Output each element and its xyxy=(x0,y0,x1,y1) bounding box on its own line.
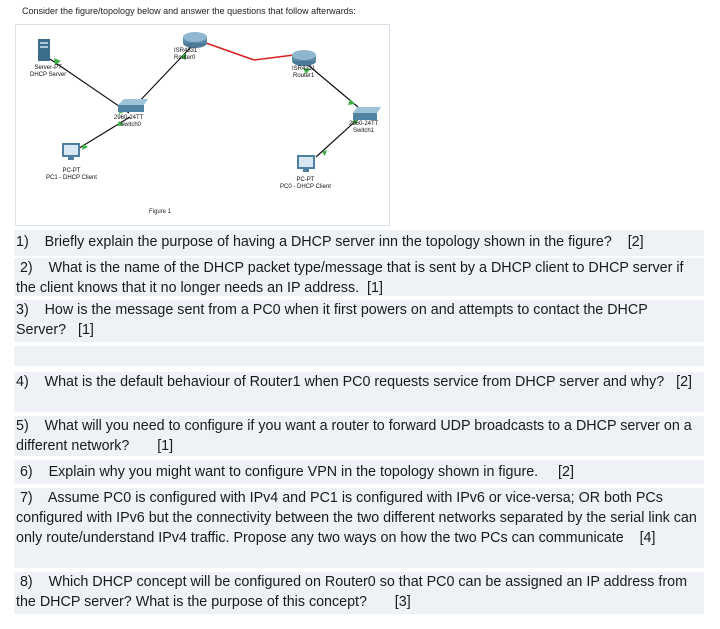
question-2-marks: [1] xyxy=(367,280,383,296)
topology-figure xyxy=(15,24,390,226)
server-icon xyxy=(38,39,50,61)
figure-caption: Figure 1 xyxy=(149,209,172,215)
pc0-label: PC-PT PC0 - DHCP Client xyxy=(280,177,331,190)
question-3-marks: [1] xyxy=(77,322,94,338)
topology-diagram xyxy=(16,25,389,225)
intro-text: Consider the figure/topology below and answer the questions that follow afterwards: xyxy=(22,6,356,16)
switch0-icon xyxy=(118,99,148,112)
link-serial-router0-router1 xyxy=(206,43,254,60)
question-6 xyxy=(14,460,704,484)
question-1-marks: [2] xyxy=(627,234,644,250)
question-8-number: 8) xyxy=(19,574,33,590)
question-4-number: 4) xyxy=(16,374,29,390)
question-2 xyxy=(14,258,704,296)
router1-icon xyxy=(292,50,316,66)
question-7 xyxy=(14,488,704,568)
question-1 xyxy=(14,230,704,256)
question-2-text: What is the name of the DHCP packet type/message that is sent by a DHCP client to DHCP server if the client knows that it no longer needs an IP address. xyxy=(16,260,684,296)
question-7-number: 7) xyxy=(19,490,33,506)
switch1-icon xyxy=(353,107,381,120)
question-3 xyxy=(14,300,704,342)
question-6-number: 6) xyxy=(19,464,33,480)
router0-icon xyxy=(183,32,207,48)
switch0-label: 2960-24TT Switch0 xyxy=(114,115,144,128)
link-serial-router0-router1b xyxy=(254,55,294,60)
question-8 xyxy=(14,572,704,614)
question-6-marks: [2] xyxy=(558,464,574,480)
pc1-label: PC-PT PC1 - DHCP Client xyxy=(46,168,97,181)
question-4 xyxy=(14,372,704,412)
pc0-icon xyxy=(297,155,315,172)
question-7-text: Assume PC0 is configured with IPv4 and PC1 is configured with IPv6 or vice-versa; OR both PCs configured with IPv6 but the connectivity between the two different networks separated by the serial link can only route/understand IPv4 traffic. Propose any two ways on how the two PCs can communicate xyxy=(16,490,697,546)
question-2-number: 2) xyxy=(19,260,33,276)
question-3-text: How is the message sent from a PC0 when it first powers on and attempts to contact the DHCP Server? xyxy=(16,302,648,338)
question-4-text: What is the default behaviour of Router1 when PC0 requests service from DHCP server and why? xyxy=(44,374,665,390)
server-label: Server-PT DHCP Server xyxy=(30,65,67,78)
pc1-icon xyxy=(62,143,80,160)
question-1-text: Briefly explain the purpose of having a DHCP server inn the topology shown in the figure? xyxy=(44,234,612,250)
question-5-marks: [1] xyxy=(157,438,174,454)
question-5 xyxy=(14,416,704,456)
question-5-number: 5) xyxy=(16,418,29,434)
switch1-label: 2960-24TT Switch1 xyxy=(349,121,379,134)
question-6-text: Explain why you might want to configure VPN in the topology shown in figure. xyxy=(48,464,539,480)
question-5-text: What will you need to configure if you want a router to forward UDP broadcasts to a DHCP server on a different network? xyxy=(16,418,692,454)
question-4-marks: [2] xyxy=(676,374,692,390)
question-8-text: Which DHCP concept will be configured on Router0 so that PC0 can be assigned an IP address from the DHCP server? What is the purpose of this concept? xyxy=(16,574,688,610)
answer-space xyxy=(14,346,704,366)
router0-label: ISR4331 Router0 xyxy=(174,48,198,61)
router1-label: ISR4321 Router1 xyxy=(292,66,316,79)
question-3-number: 3) xyxy=(16,302,29,318)
question-8-marks: [3] xyxy=(394,594,411,610)
question-1-number: 1) xyxy=(16,234,29,250)
question-7-marks: [4] xyxy=(639,530,656,546)
